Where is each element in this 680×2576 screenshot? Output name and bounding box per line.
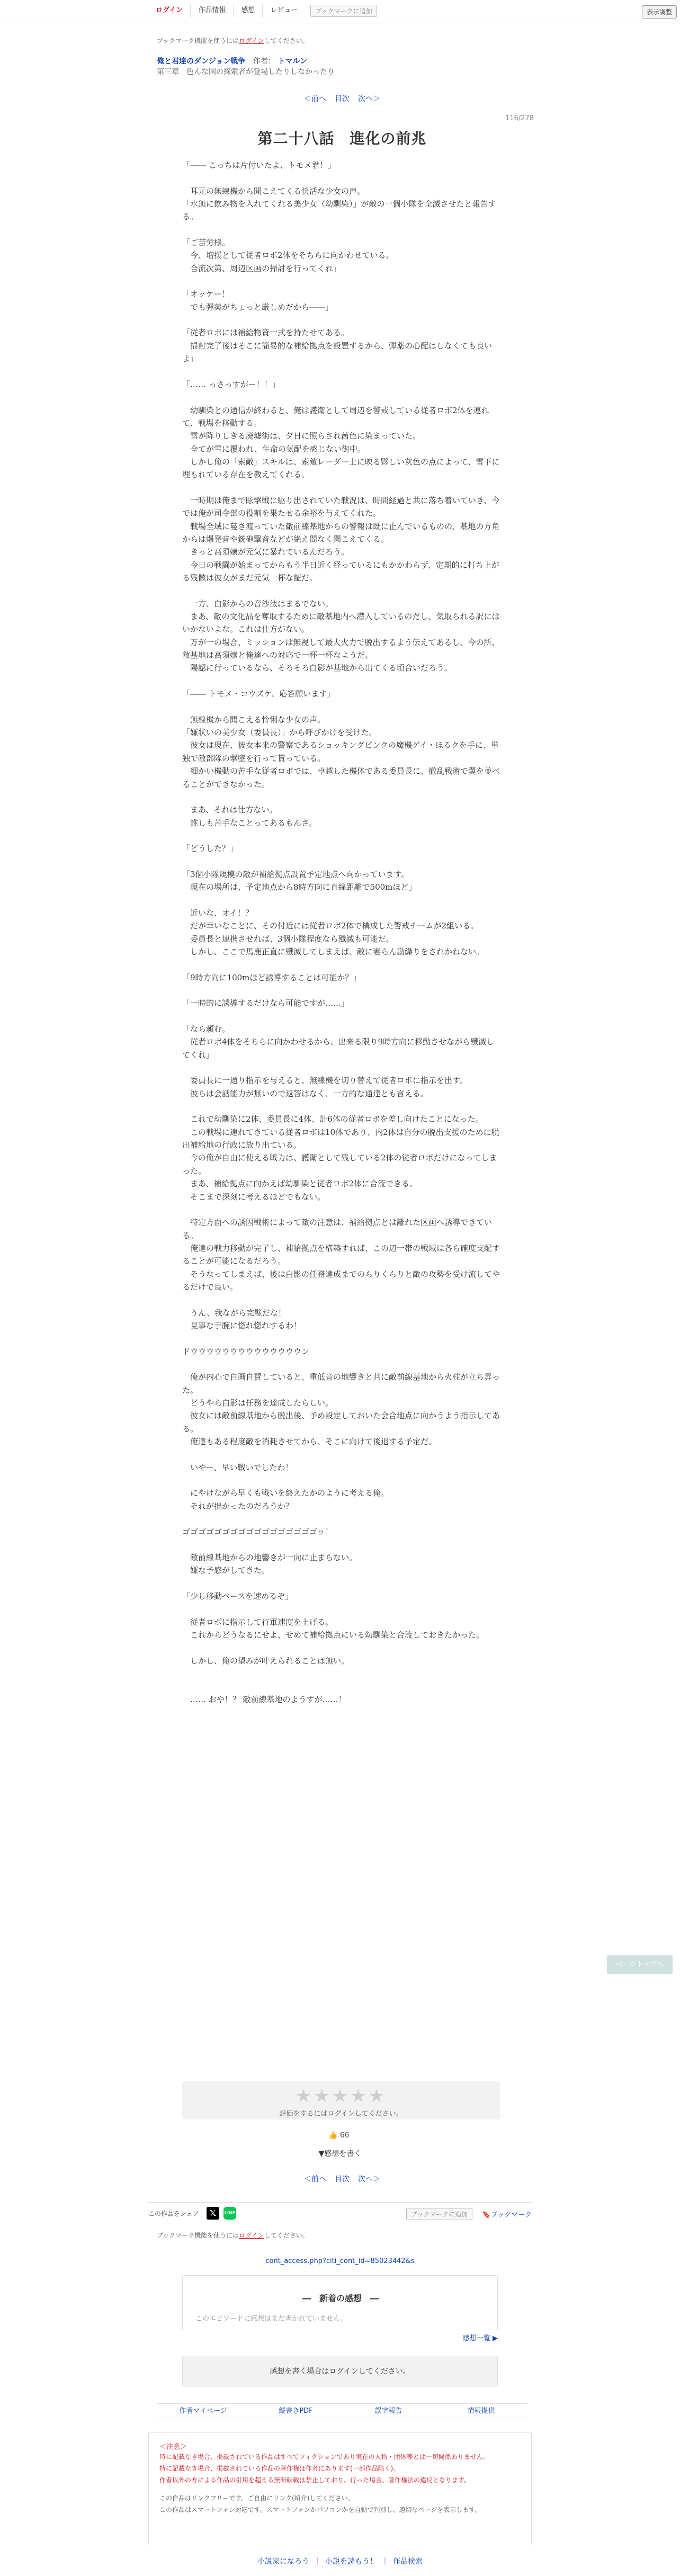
body-paragraph bbox=[182, 1577, 500, 1590]
body-paragraph bbox=[182, 391, 500, 404]
pager-top bbox=[157, 93, 527, 104]
body-paragraph: 万が一の場合、ミッションは無視して最大火力で脱出するよう伝えてあるし、今の所、敵基地は高須嬢と俺達への対応で一杯一杯なようだ。 bbox=[182, 637, 500, 660]
body-paragraph bbox=[182, 172, 500, 184]
footer-link-vertical-pdf[interactable]: 縦書きPDF bbox=[279, 2407, 313, 2415]
body-paragraph: 彼女は現在、彼女本来の警察であるショッキングピンクの魔機ゲイ・ほるクを手に、単独で敵部隊の撃墜を行って貰っている。 bbox=[182, 740, 499, 763]
body-paragraph bbox=[182, 1513, 500, 1525]
next-link[interactable]: 次へ＞ bbox=[358, 95, 380, 103]
body-paragraph bbox=[182, 275, 500, 288]
body-paragraph: 「一時的に誘導するだけなら可能ですが……」 bbox=[182, 998, 350, 1008]
caution-smartphone: この作品はスマートフォン対応です。スマートフォンかパソコンかを自動で判別し、適切なページを表示します。 bbox=[159, 2506, 481, 2514]
body-paragraph: ゴゴゴゴゴゴゴゴゴゴゴゴゴゴゴゴゴッ！ bbox=[182, 1527, 333, 1537]
body-paragraph: まあ、補給拠点に向かえば幼馴染と従者ロボ2体に合流できる。 bbox=[182, 1179, 417, 1189]
body-paragraph: 無線機から聞こえる怜悧な少女の声。 bbox=[182, 714, 326, 724]
series-title-link[interactable]: 俺と君達のダンジョン戦争 bbox=[157, 57, 246, 66]
body-paragraph: きっと高須嬢が元気に暴れているんだろう。 bbox=[182, 547, 350, 557]
caution-copyright: 特に記載なき場合、掲載されている作品の著作権は作者にあります(一部作品除く)。 bbox=[159, 2465, 400, 2472]
body-paragraph: 今日の戦闘が始まってからもう半日近く経っているにもかかわらず、定期的に打ち上がる残骸は彼女がまだ元気一杯な証だ。 bbox=[182, 560, 499, 583]
body-paragraph: 「3個小隊規模の敵が補給拠点設置予定地点へ向かっています。 bbox=[182, 869, 409, 879]
caution-reprint: 作者以外の方による作品の引用を超える無断転載は禁止しており、行った場合、著作権法の違反となります。 bbox=[159, 2476, 471, 2484]
prev-link-bottom[interactable]: ＜前へ bbox=[304, 2175, 326, 2184]
body-paragraph: しかし、ここで馬鹿正直に殲滅してしまえば、敵に妻らん勘繰りをされかねない。 bbox=[182, 946, 485, 956]
body-paragraph bbox=[182, 1642, 500, 1654]
body-paragraph bbox=[182, 958, 500, 971]
body-paragraph: それが拙かったのだろうか？ bbox=[182, 1501, 294, 1511]
share-label: この作品をシェア bbox=[148, 2210, 199, 2217]
rating-note: 評価をするにはログインしてください。 bbox=[279, 2110, 403, 2118]
body-paragraph bbox=[182, 1603, 500, 1616]
chapter-name: 第三章 色んな国の探索者が登場したりしなかったり bbox=[157, 68, 335, 76]
footer-links bbox=[157, 2403, 527, 2418]
page-top-button[interactable]: ページトップへ bbox=[607, 1955, 673, 1974]
bottom-links: 小説家になろう ｜ 小説を読もう！ ｜ 作品検索 bbox=[257, 2557, 423, 2566]
body-paragraph: 俺達もある程度敵を消耗させてから、そこに向けて後退する予定だ。 bbox=[182, 1437, 437, 1447]
body-paragraph: 陽認に行っているなら、そろそろ白影が基地から出てくる頃合いだろう。 bbox=[182, 663, 453, 673]
body-paragraph: …… おや！？ 敵前線基地のようすが……！ bbox=[182, 1694, 346, 1704]
newest-reviews-title: ― 新着の感想 ― bbox=[302, 2293, 379, 2303]
body-paragraph bbox=[182, 481, 500, 494]
body-paragraph bbox=[182, 1332, 500, 1345]
body-paragraph: 「―― トモメ・コウズケ、応答願います」 bbox=[182, 689, 335, 699]
body-paragraph: この戦場に連れてきている従者ロボは10体であり、内2体は自分の脱出支援のために脱出補給地の行政に放り出ている。 bbox=[182, 1127, 499, 1150]
body-paragraph: うん、我ながら完璧だな！ bbox=[182, 1308, 286, 1318]
link-yomou[interactable]: 小説を読もう！ bbox=[325, 2557, 377, 2566]
body-paragraph bbox=[182, 365, 500, 378]
body-paragraph bbox=[182, 1061, 500, 1074]
body-paragraph bbox=[182, 1448, 500, 1461]
body-paragraph bbox=[182, 1474, 500, 1487]
body-paragraph bbox=[182, 1203, 500, 1216]
page-number: 116/278 bbox=[505, 114, 534, 122]
body-paragraph: 「―― こっちは片付いたよ、トモメ君！」 bbox=[182, 160, 336, 170]
display-settings-button[interactable]: 表示調整 bbox=[642, 5, 677, 19]
like-count: 66 bbox=[339, 2131, 350, 2140]
newest-reviews-empty: このエピソードに感想はまだ書かれていません。 bbox=[195, 2315, 347, 2323]
link-search[interactable]: 作品検索 bbox=[393, 2557, 423, 2566]
body-paragraph: 戦場全域に蔓き渡っていた敵前線基地からの警報は既に止んでいるものの、基地の方角からは爆発音や銃砲撃音などが絶え間なく聞こえてくる。 bbox=[182, 521, 500, 544]
body-paragraph bbox=[182, 1680, 500, 1693]
body-paragraph: でも弾薬がちょっと厳しめだから――」 bbox=[182, 302, 334, 312]
body-paragraph: 「従者ロボには補給物資一式を持たせてある。 bbox=[182, 328, 350, 338]
line-share-icon[interactable]: LINE bbox=[223, 2207, 236, 2220]
index-link-bottom[interactable]: 目次 bbox=[335, 2175, 350, 2184]
body-paragraph: そこまで深刻に考えるほどでもない。 bbox=[182, 1192, 326, 1202]
body-paragraph bbox=[182, 1293, 500, 1306]
body-paragraph: 委員長と連携させれば、3個小隊程度なら殲滅も可能だ。 bbox=[182, 934, 394, 944]
footer-link-typo-report[interactable]: 誤字報告 bbox=[374, 2407, 402, 2415]
body-paragraph bbox=[182, 855, 500, 868]
cont-access-image: cont_access.php?citi_cont_id=85023442&s bbox=[265, 2257, 415, 2265]
body-paragraph: 「なら頼む。 bbox=[182, 1024, 230, 1034]
login-to-review-box: 感想を書く場合はログインしてください。 bbox=[182, 2356, 498, 2386]
body-paragraph bbox=[182, 1539, 500, 1551]
body-paragraph bbox=[182, 675, 500, 687]
body-paragraph: 一時期は俺まで眩撃戦に駆り出されていた戦況は、時間経過と共に落ち着いていき、今では俺が司令部の役割を果たせる余裕を与えてくれた。 bbox=[182, 495, 500, 518]
series-line: 俺と君達のダンジョン戦争 作者： トマルン bbox=[157, 57, 308, 66]
bookmark-link[interactable]: 🔖ブックマーク bbox=[482, 2211, 532, 2219]
review-list-link[interactable]: 感想一覧 ▶ bbox=[462, 2334, 498, 2342]
body-paragraph bbox=[182, 984, 500, 997]
bookmark-login-note-bottom: ブックマーク機能を使うにはログインしてください。 bbox=[157, 2232, 309, 2239]
impressions-link[interactable]: 感想 bbox=[234, 4, 263, 17]
body-paragraph: 一方、白影からの音沙汰はまるでない。 bbox=[182, 598, 333, 609]
add-bookmark-button[interactable]: ブックマークに追加 bbox=[310, 5, 377, 17]
body-paragraph bbox=[182, 1358, 500, 1371]
header-nav bbox=[148, 4, 377, 17]
novel-body bbox=[182, 159, 500, 1706]
body-paragraph: 「どうした？」 bbox=[182, 844, 238, 854]
index-link[interactable]: 目次 bbox=[335, 95, 350, 103]
body-paragraph: 合流次第、周辺区画の掃討を行ってくれ」 bbox=[182, 263, 342, 273]
body-paragraph: 近いな、オイ！？ bbox=[182, 908, 254, 918]
body-paragraph: 掃討完了後はそこに簡易的な補給拠点を設置するから、弾薬の心配はしなくても良いよ」 bbox=[182, 341, 493, 364]
body-paragraph bbox=[182, 791, 500, 803]
footer-link-author-page[interactable]: 作者マイページ bbox=[179, 2407, 227, 2415]
login-link[interactable]: ログイン bbox=[148, 4, 191, 17]
body-paragraph: しかし、俺の望みが叶えられることは無い。 bbox=[182, 1656, 350, 1666]
body-paragraph: これからどうなるにせよ、せめて補給拠点にいる幼馴染と合流しておきたかった。 bbox=[182, 1630, 485, 1640]
body-paragraph: これで幼馴染に2体、委員長に4体、計6体の従者ロボを差し向けたことになった。 bbox=[182, 1114, 484, 1124]
bookmark-login-link-bottom[interactable]: ログイン bbox=[239, 2232, 264, 2239]
body-paragraph bbox=[182, 700, 500, 713]
body-paragraph: 従者ロボに指示して行軍速度を上げる。 bbox=[182, 1617, 334, 1627]
body-paragraph: 「少し移動ペースを速めるぞ」 bbox=[182, 1591, 293, 1602]
newest-reviews-box bbox=[182, 2275, 498, 2330]
body-paragraph: 彼女には敵前線基地から脱出後、予め設定しておいた会合地点に向かうよう指示してある。 bbox=[182, 1411, 500, 1434]
author-link[interactable]: トマルン bbox=[278, 57, 308, 66]
body-paragraph: 耳元の無線機から聞こえてくる快活な少女の声。 bbox=[182, 186, 365, 196]
body-paragraph bbox=[182, 894, 500, 907]
body-paragraph: 従者ロボ4体をそちらに向かわせるから、出来る限り9時方向に移動させながら殲滅してくれ」 bbox=[182, 1037, 495, 1060]
body-paragraph: 今の俺が自由に使える戦力は、護衛として残している2体の従者ロボだけになってしまった。 bbox=[182, 1153, 497, 1176]
body-paragraph: 全てが雪に覆われ、生命の気配を感じない街中。 bbox=[182, 444, 365, 454]
body-paragraph: まあ、それは仕方ない。 bbox=[182, 805, 278, 815]
body-paragraph: 幼馴染との通信が終わると、俺は護衛として周辺を警戒している従者ロボ2体を連れて、戦場を移動する。 bbox=[182, 405, 489, 428]
rating-box bbox=[182, 2081, 500, 2119]
body-paragraph bbox=[182, 1667, 500, 1680]
footer-link-info[interactable]: 情報提供 bbox=[467, 2407, 495, 2415]
caution-box bbox=[148, 2432, 532, 2545]
body-paragraph: 雪が降りしきる廃墟街は、夕日に照らされ茜色に染まっていた。 bbox=[182, 431, 421, 441]
body-paragraph: 俺が内心で自画自賛していると、重低音の地響きと共に敵前線基地から火柱が立ち昇った。 bbox=[182, 1372, 500, 1395]
x-share-icon[interactable]: 𝕏 bbox=[207, 2207, 219, 2220]
body-paragraph: 「…… っさっすがー！！」 bbox=[182, 379, 280, 389]
body-paragraph bbox=[182, 584, 500, 597]
body-paragraph bbox=[182, 829, 500, 842]
thumbs-up-icon: 👍 bbox=[328, 2131, 338, 2140]
body-paragraph: 「9時方向に100mほど誘導することは可能か？」 bbox=[182, 972, 361, 982]
body-paragraph: 「オッケー！ bbox=[182, 289, 230, 299]
body-paragraph: いやー、早い戦いでしたわ！ bbox=[182, 1462, 293, 1472]
body-paragraph: どうやら白影は任務を達成したらしい。 bbox=[182, 1398, 334, 1408]
body-paragraph: にやけながら早くも戦いを終えたかのように考える俺。 bbox=[182, 1488, 389, 1498]
caution-fiction: 特に記載なき場合、掲載されている作品はすべてフィクションであり実在の人物・団体等とは一切関係ありません。 bbox=[159, 2453, 490, 2461]
caution-head: ＜注意＞ bbox=[159, 2443, 187, 2451]
body-paragraph: 「嫌状いの美少女（委員長）」から呼びかけを受けた。 bbox=[182, 728, 377, 738]
site-header bbox=[0, 0, 680, 23]
body-paragraph: 「水無に飲み物を入れてくれる美少女（幼馴染）」が敵の一個小隊を全滅させたと報告する。 bbox=[182, 199, 496, 222]
body-paragraph: しかし俺の「索敵」スキルは、索敵レーダー上に映る夥しい灰色の点によって、雪下に埋もれている存在を教えてくれる。 bbox=[182, 457, 500, 480]
body-paragraph bbox=[182, 1100, 500, 1113]
body-paragraph: ドウウウウウウウウウウウウウウン bbox=[182, 1346, 310, 1356]
works-info-link[interactable]: 作品情報 bbox=[191, 4, 234, 17]
body-paragraph bbox=[182, 223, 500, 236]
body-paragraph: だが幸いなことに、その付近には従者ロボ2体で構成した警戒チームが2組いる。 bbox=[182, 921, 479, 931]
body-paragraph: 細かい機動の苦手な従者ロボでは、卓越した機体である委員長に、撤乱戦術で翼を並べることができなかった。 bbox=[182, 766, 500, 789]
body-paragraph: 嫌な予感がしてきた。 bbox=[182, 1566, 270, 1576]
body-paragraph bbox=[182, 314, 500, 326]
body-paragraph: 今、増援として従者ロボ2体をそちらに向かわせている。 bbox=[182, 251, 394, 261]
body-paragraph: 誰しも苦手なことってあるもんさ。 bbox=[182, 818, 317, 828]
body-paragraph: 「ご苦労様。 bbox=[182, 238, 230, 248]
review-link[interactable]: レビュー bbox=[270, 6, 298, 14]
bookmark-login-link[interactable]: ログイン bbox=[239, 37, 264, 44]
body-paragraph bbox=[182, 1010, 500, 1023]
add-bookmark-button-bottom[interactable]: ブックマークに追加 bbox=[406, 2208, 472, 2220]
body-paragraph: 彼らは会話能力が無いので返答はなく、一方的な通達とも言える。 bbox=[182, 1088, 428, 1098]
pager-bottom bbox=[157, 2174, 527, 2184]
next-link-bottom[interactable]: 次へ＞ bbox=[358, 2175, 380, 2184]
body-paragraph: 俺達の戦力移動が完了し、補給拠点を構築すれば、この辺一帯の戦域は各ら確度支配することが可能になるだろう。 bbox=[182, 1243, 500, 1266]
body-paragraph: 敵前線基地からの地響きが一向に止まらない。 bbox=[182, 1553, 357, 1563]
link-narou[interactable]: 小説家になろう bbox=[257, 2557, 309, 2566]
write-review-toggle[interactable]: ▼感想を書く bbox=[318, 2150, 362, 2158]
body-paragraph: 見事な手腕に惚れ惚れするわ！ bbox=[182, 1320, 302, 1330]
share-row bbox=[148, 2202, 532, 2223]
body-paragraph: 特定方面への誘因戦術によって敵の注意は、補給拠点とは離れた区画へ誘導できている。 bbox=[182, 1218, 493, 1240]
body-paragraph: そうなってしまえば、後は白影の任務達成までのらりくらりと敵の攻勢を受け流してやるだけで良い。 bbox=[182, 1269, 500, 1292]
bookmark-login-note: ブックマーク機能を使うにはログインしてください。 bbox=[157, 37, 309, 44]
rating-stars[interactable]: ★★★★★ bbox=[295, 2086, 387, 2107]
prev-link[interactable]: ＜前へ bbox=[304, 95, 326, 103]
body-paragraph: 委員長に一通り指示を与えると、無線機を切り替えて従者ロボに指示を出す。 bbox=[182, 1076, 468, 1086]
chapter-title: 第二十八話 進化の前兆 bbox=[257, 130, 427, 147]
caution-link-free: この作品はリンクフリーです。ご自由にリンク(紹介)してください。 bbox=[159, 2494, 354, 2502]
like-counter[interactable] bbox=[328, 2131, 350, 2140]
body-paragraph: 現在の場所は、予定地点から8時方向に直線距離で500mほど」 bbox=[182, 882, 417, 892]
body-paragraph: まあ、敵の文化品を奪取するために敵基地内へ潜入しているのだし、気取られる訳にはいかないよな。これは仕方がない。 bbox=[182, 612, 500, 634]
